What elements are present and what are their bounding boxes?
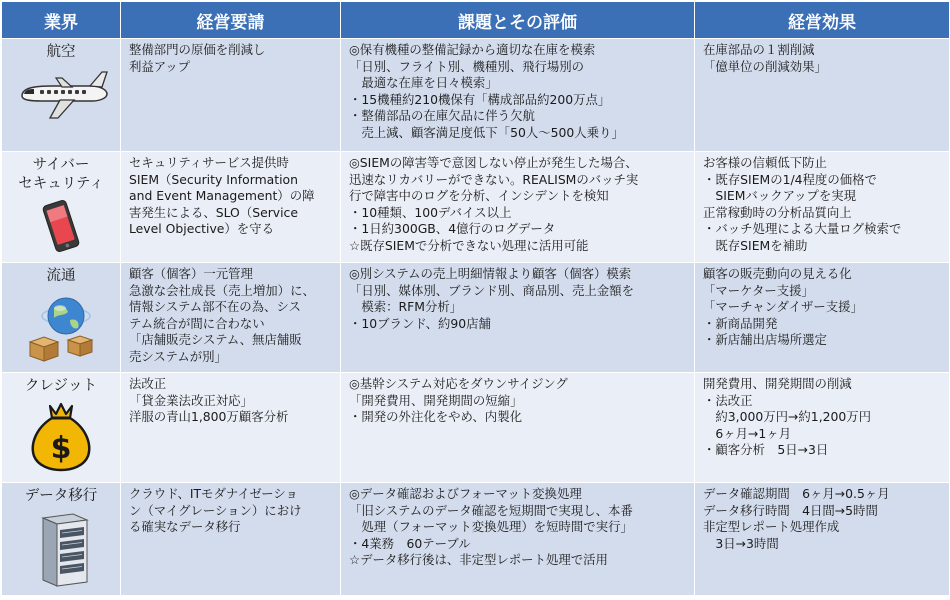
demand-line: 「貸金業法改正対応」 [129, 392, 253, 408]
header-industry: 業界 [2, 2, 121, 39]
industry-cell [2, 483, 121, 596]
effect-line: 正常稼動時の分析品質向上 [703, 204, 852, 220]
header-issues: 課題とその評価 [341, 2, 695, 39]
industry-cell [2, 39, 121, 152]
demand-line: 急激な会社成長（売上増加）に、 [129, 282, 315, 298]
header-effects: 経営効果 [695, 2, 950, 39]
demand-line: クラウド、ITモダナイゼーショ [129, 486, 298, 501]
effect-line: データ移行時間 4日間→5時間 [703, 502, 878, 518]
server-icon [29, 510, 93, 588]
issue-line: 模索：RFM分析」 [349, 299, 463, 315]
industry-cell [2, 152, 121, 263]
demand-cell [121, 263, 341, 373]
header-demand: 経営要請 [121, 2, 341, 39]
effect-line: ・新商品開発 [703, 315, 778, 331]
effect-line: SIEMバックアップを実現 [703, 188, 857, 204]
issue-line: ◎基幹システム対応をダウンサイジング [349, 376, 568, 391]
industry-name: データ移行 [24, 488, 98, 504]
demand-line: 整備部門の原価を削減し [129, 42, 266, 57]
issue-line: ◎データ確認およびフォーマット変換処理 [349, 486, 582, 501]
smartphone-icon [36, 198, 86, 254]
effect-line: 6ヶ月→1ヶ月 [703, 425, 792, 441]
demand-line: 顧客（個客）一元管理 [129, 266, 253, 281]
effect-line: ・バッチ処理による大量ログ検索で [703, 221, 902, 237]
demand-line: 利益アップ [129, 58, 191, 74]
demand-line: 洋服の青山1,800万顧客分析 [129, 409, 289, 425]
effect-line: 開発費用、開発期間の削減 [703, 376, 852, 391]
industry-name: 流通 [46, 268, 76, 284]
table-row [2, 373, 950, 483]
effect-line: 約3,000万円→約1,200万円 [703, 409, 872, 425]
issues-cell [341, 39, 695, 152]
demand-cell [121, 373, 341, 483]
industry-name: サイバー セキュリティ [18, 157, 104, 192]
globe-boxes-icon [16, 290, 106, 364]
header-row [2, 2, 950, 39]
industry-name: 航空 [46, 44, 76, 60]
demand-cell [121, 152, 341, 263]
issue-line: ・4業務 60テーブル [349, 535, 471, 551]
comparison-table [1, 1, 950, 596]
effects-cell [695, 263, 950, 373]
effect-line: 既存SIEMを補助 [703, 237, 808, 253]
demand-line: セキュリティサービス提供時 [129, 155, 289, 170]
airplane-icon [12, 66, 110, 122]
issue-line: 「旧システムのデータ確認を短期間で実現し、本番 [349, 502, 633, 518]
issue-line: ◎保有機種の整備記録から適切な在庫を模索 [349, 42, 596, 57]
effect-line: 「マーケター支援」 [703, 282, 814, 298]
issue-line: ・15機種約210機保有「構成部品約200万点」 [349, 91, 611, 107]
issue-line: ・1日約300GB、4億行のログデータ [349, 221, 556, 237]
demand-line: 情報システム部不在の為、シス [129, 299, 301, 315]
issue-line: 迅速なリカバリーができない。REALISMのバッチ実 [349, 171, 639, 187]
effect-line: ・既存SIEMの1/4程度の価格で [703, 171, 877, 187]
effect-line: ・法改正 [703, 392, 753, 408]
demand-line: 売システムが別」 [129, 348, 227, 364]
effect-line: 3日→3時間 [703, 535, 779, 551]
effect-line: データ確認期間 6ヶ月→0.5ヶ月 [703, 486, 890, 501]
demand-line: and Event Management）の障 [129, 188, 315, 204]
effect-line: お客様の信頼低下防止 [703, 155, 827, 170]
issue-line: 「日別、媒体別、ブランド別、商品別、売上金額を [349, 282, 634, 298]
demand-line: ン（マイグレーション）におけ [129, 502, 302, 518]
demand-line: 害発生による、SLO（Service [129, 204, 298, 220]
demand-line: SIEM（Security Information [129, 171, 298, 187]
issue-line: 「開発費用、開発期間の短縮」 [349, 392, 523, 408]
demand-cell [121, 483, 341, 596]
demand-line: Level Objective）を守る [129, 221, 274, 237]
issues-cell [341, 263, 695, 373]
issue-line: ☆データ移行後は、非定型レポート処理で活用 [349, 552, 608, 568]
issues-cell [341, 483, 695, 596]
effects-cell [695, 39, 950, 152]
demand-cell [121, 39, 341, 152]
industry-cell [2, 373, 121, 483]
demand-line: テム統合が間に合わない [129, 315, 265, 331]
issue-line: 処理（フォーマット変換処理）を短時間で実行」 [349, 519, 633, 535]
effects-cell [695, 152, 950, 263]
effect-line: 顧客の販売動向の見える化 [703, 266, 852, 281]
issue-line: 最適な在庫を日々模索」 [349, 75, 498, 91]
issues-cell [341, 152, 695, 263]
effect-line: 在庫部品の１割削減 [703, 42, 815, 57]
industry-cell [2, 263, 121, 373]
effect-line: ・新店舗出店場所選定 [703, 332, 827, 348]
issue-line: ◎別システムの売上明細情報より顧客（個客）模索 [349, 266, 632, 281]
industry-name: クレジット [24, 378, 98, 394]
issue-line: ・10種類、100デバイス以上 [349, 204, 512, 220]
issues-cell [341, 373, 695, 483]
issue-line: ・開発の外注化をやめ、内製化 [349, 409, 522, 425]
table-row [2, 483, 950, 596]
demand-line: 「店舗販売システム、無店舗販 [129, 332, 302, 348]
effect-line: 非定型レポート処理作成 [703, 519, 840, 535]
table-row [2, 39, 950, 152]
demand-line: 法改正 [129, 376, 167, 391]
effect-line: 「億単位の削減効果」 [703, 58, 827, 74]
issue-line: ・整備部品の在庫欠品に伴う欠航 [349, 108, 535, 124]
issue-line: 「日別、フライト別、機種別、飛行場別の [349, 58, 585, 74]
effects-cell [695, 483, 950, 596]
issue-line: ◎SIEMの障害等で意図しない停止が発生した場合、 [349, 155, 638, 170]
money-bag-icon [26, 400, 96, 472]
effect-line: 「マーチャンダイザー支援」 [703, 299, 863, 315]
issue-line: 行で障害中のログを分析、インシデントを検知 [349, 188, 609, 204]
issue-line: ☆既存SIEMで分析できない処理に活用可能 [349, 237, 589, 253]
issue-line: 売上減、顧客満足度低下「50人～500人乗り」 [349, 124, 624, 140]
effects-cell [695, 373, 950, 483]
svg-text:$: $ [50, 431, 72, 466]
demand-line: る確実なデータ移行 [129, 519, 241, 535]
table-row [2, 263, 950, 373]
table-row [2, 152, 950, 263]
issue-line: ・10ブランド、約90店舗 [349, 315, 491, 331]
effect-line: ・顧客分析 5日→3日 [703, 442, 829, 458]
